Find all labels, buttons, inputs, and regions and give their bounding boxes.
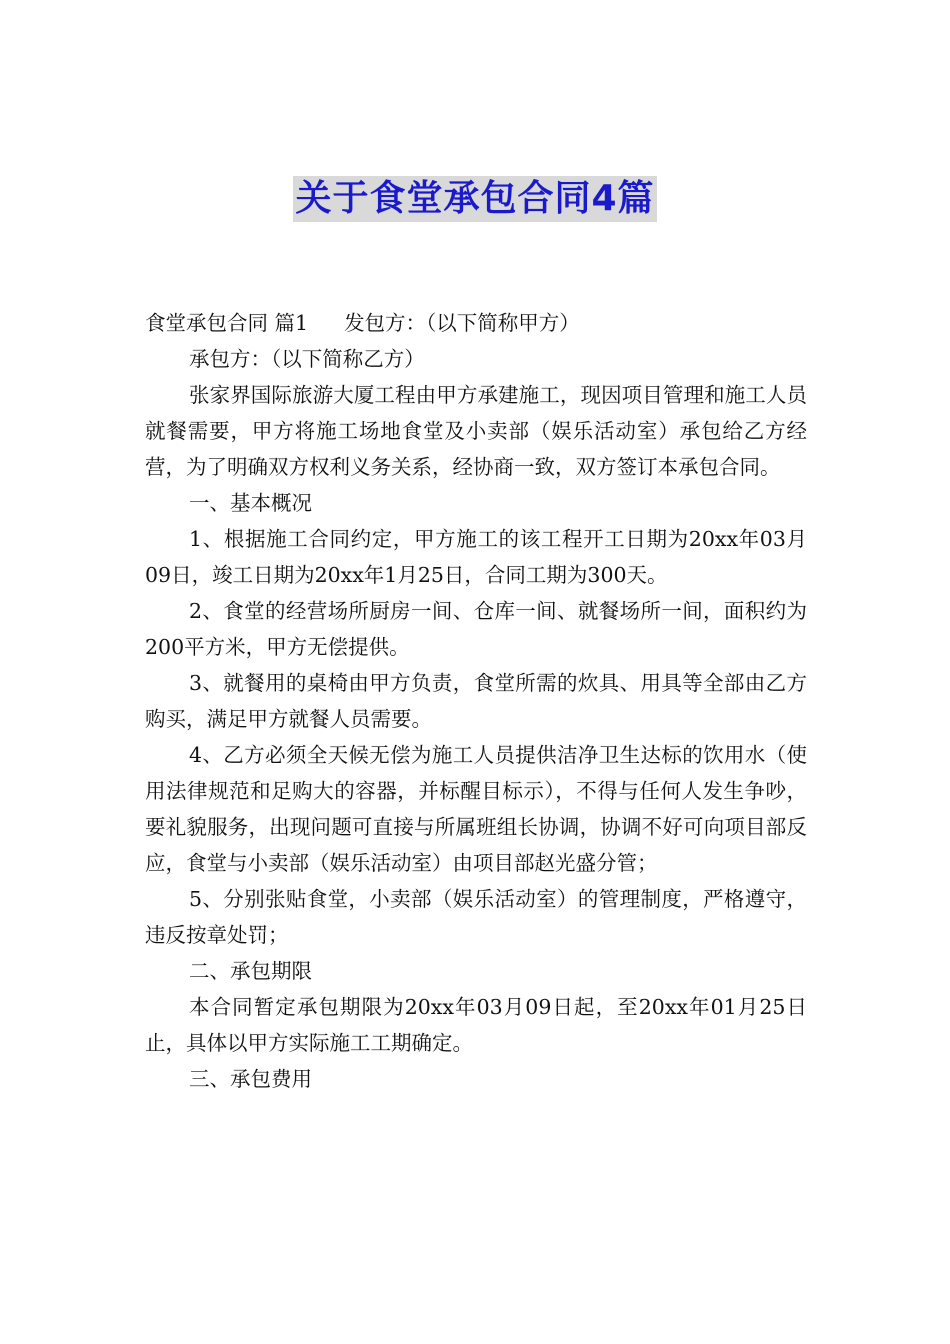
section-contract-fees: 三、承包费用 [189, 1067, 312, 1091]
contract-period-paragraph: 本合同暂定承包期限为20xx年03月09日起，至20xx年01月25日止，具体以甲方实际施工工期确定。 [145, 995, 807, 1055]
section-heading: 食堂承包合同 篇1 [145, 311, 309, 335]
clause-4: 4、乙方必须全天候无偿为施工人员提供洁净卫生达标的饮用水（使用法律规范和足购大的容器，并标醒目标示），不得与任何人发生争吵，要礼貌服务，出现问题可直接与所属班组长协调，协调不好可向项目部反应，食堂与小卖部（娱乐活动室）由项目部赵光盛分管； [145, 743, 807, 875]
party-a-line: 发包方：（以下简称甲方） [344, 311, 580, 335]
title-container [0, 176, 950, 222]
intro-paragraph: 张家界国际旅游大厦工程由甲方承建施工，现因项目管理和施工人员就餐需要，甲方将施工场地食堂及小卖部（娱乐活动室）承包给乙方经营，为了明确双方权利义务关系，经协商一致，双方签订本承包合同。 [145, 383, 807, 479]
clause-2: 2、食堂的经营场所厨房一间、仓库一间、就餐场所一间，面积约为200平方米，甲方无偿提供。 [145, 599, 807, 659]
clause-1: 1、根据施工合同约定，甲方施工的该工程开工日期为20xx年03月09日，竣工日期为20xx年1月25日，合同工期为300天。 [145, 527, 807, 587]
clause-5: 5、分别张贴食堂，小卖部（娱乐活动室）的管理制度，严格遵守，违反按章处罚； [145, 887, 807, 947]
section-basic-overview: 一、基本概况 [189, 491, 312, 515]
first-line [145, 305, 807, 341]
party-b-line: 承包方：（以下简称乙方） [189, 347, 425, 371]
document-body [145, 305, 807, 1097]
clause-3: 3、就餐用的桌椅由甲方负责，食堂所需的炊具、用具等全部由乙方购买，满足甲方就餐人员需要。 [145, 671, 807, 731]
document-title: 关于食堂承包合同4篇 [293, 176, 656, 222]
section-contract-period: 二、承包期限 [189, 959, 312, 983]
